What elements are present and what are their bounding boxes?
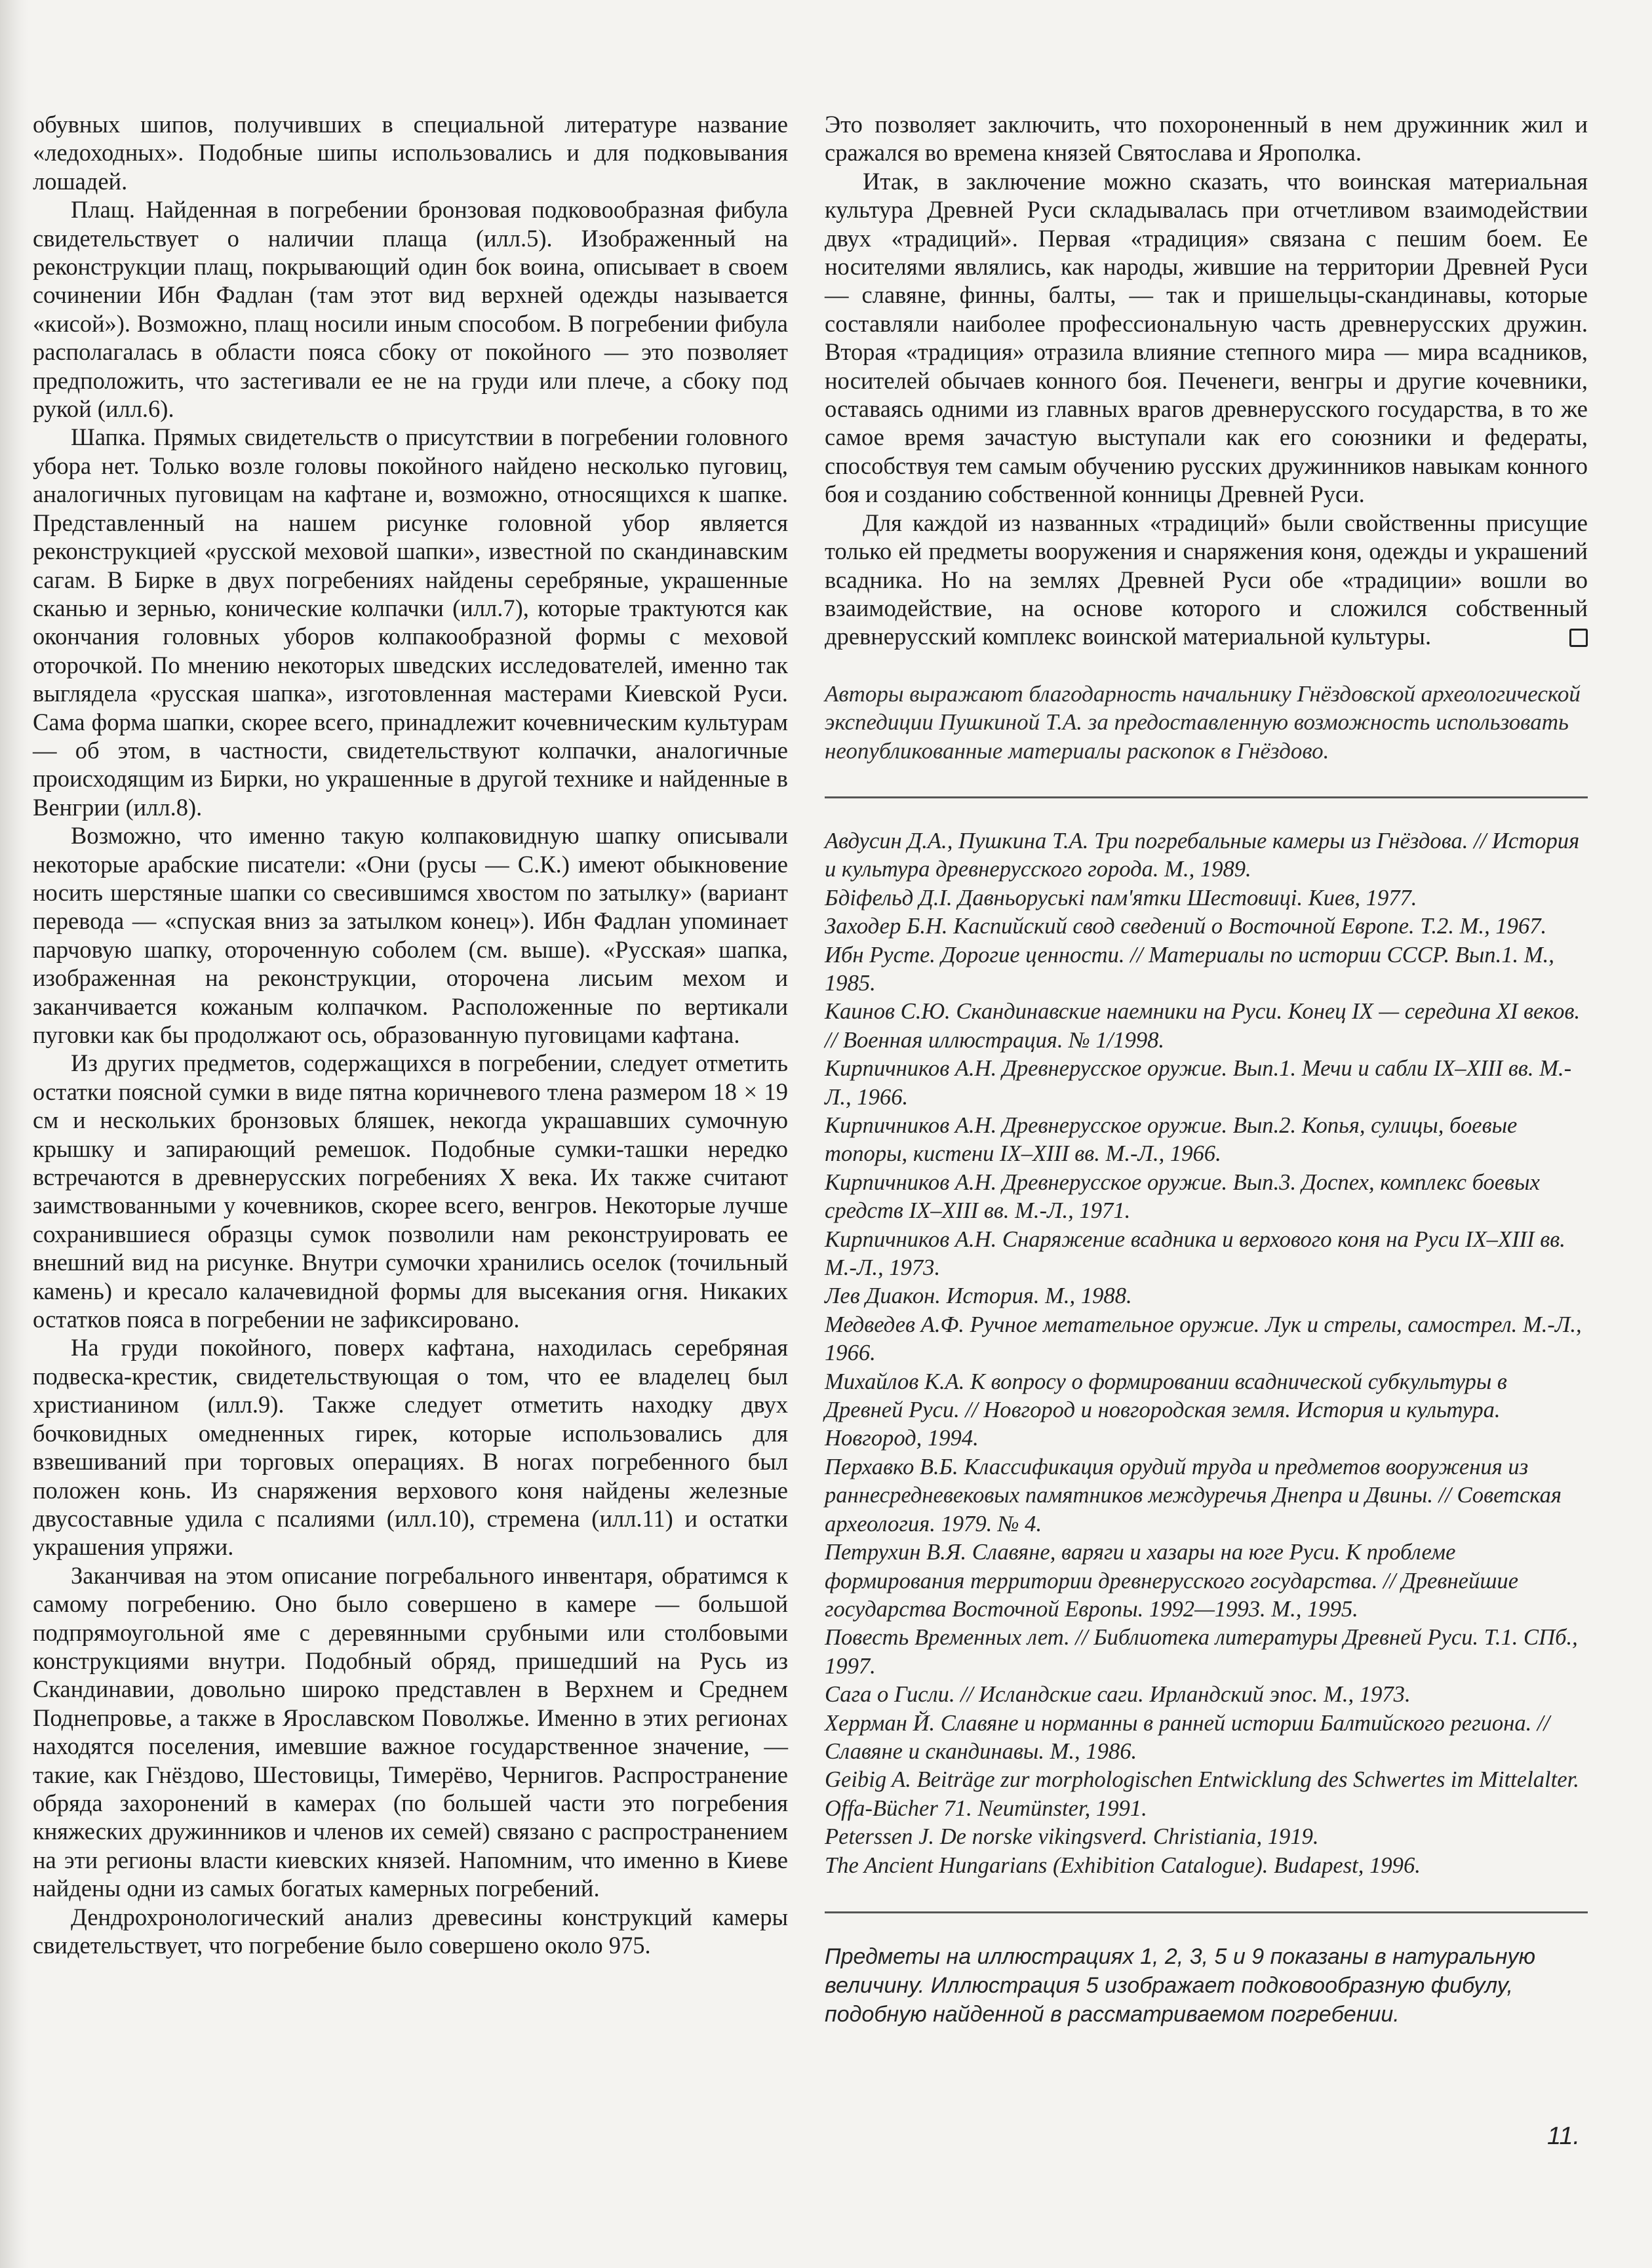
- reference-item: Петрухин В.Я. Славяне, варяги и хазары на юге Руси. К проблеме формирования территории древнерусского государства. // Древнейшие государства Восточной Европы. 1992—1993. М., 1995.: [825, 1540, 1519, 1622]
- reference-item: Geibig A. Beiträge zur morphologischen Entwicklung des Schwertes im Mittelalter. Offa-Bücher 71. Neumünster, 1991.: [825, 1767, 1579, 1821]
- binding-gutter: [0, 0, 29, 2268]
- reference-item: Ибн Русте. Дорогие ценности. // Материалы по истории СССР. Вып.1. М., 1985.: [825, 942, 1554, 996]
- paragraph: Итак, в заключение можно сказать, что воинская материальная культура Древней Руси складывалась при отчетливом взаимодействии двух «традиций». Первая «традиция» связана с пешим боем. Ее носителями являлись, как народы, жившие на территории Древней Руси — славяне, финны, балты, — так и пришельцы-скандинавы, которые составляли наиболее профессиональную часть древнерусских дружин. Вторая «традиция» отразила влияние степного мира — мира всадников, носителей обычаев конного боя. Печенеги, венгры и другие кочевники, оставаясь одними из главных врагов древнерусского государства, в то же самое время зачастую выступали как его союзники и федераты, способствуя тем самым обучению русских дружинников навыкам конного боя и созданию собственной конницы Древней Руси.: [825, 167, 1588, 508]
- paragraph: Из других предметов, содержащихся в погребении, следует отметить остатки поясной сумки в виде пятна коричневого тлена размером 18 × 19 см и нескольких бронзовых бляшек, некогда украшавших сумочную крышку и запирающий ремешок. Подобные сумки-ташки нередко встречаются в древнерусских погребениях X века. Их также считают заимствованными у кочевников, скорее всего, венгров. Некоторые лучше сохранившиеся образцы сумок позволили нам реконструировать ее внешний вид на рисунке. Внутри сумочки хранились оселок (точильный камень) и кресало калачевидной формы для высекания огня. Никаких остатков пояса в погребении не зафиксировано.: [33, 1049, 788, 1333]
- reference-item: Повесть Временных лет. // Библиотека литературы Древней Руси. Т.1. СПб., 1997.: [825, 1625, 1578, 1679]
- reference-item: Перхавко В.Б. Классификация орудий труда и предметов вооружения из раннесредневековых памятников междуречья Днепра и Двины. // Советская археология. 1979. № 4.: [825, 1454, 1562, 1536]
- left-column: [33, 110, 788, 1959]
- page-number: 11.: [1547, 2122, 1581, 2150]
- reference-item: Заходер Б.Н. Каспийский свод сведений о Восточной Европе. Т.2. М., 1967.: [825, 914, 1547, 939]
- end-of-article-icon: [1569, 629, 1588, 647]
- reference-item: Кирпичников А.Н. Древнерусское оружие. Вып.3. Доспех, комплекс боевых средств IX–XIII вв. М.-Л., 1971.: [825, 1169, 1540, 1224]
- paragraph: На груди покойного, поверх кафтана, находилась серебряная подвеска-крестик, свидетельствующая о том, что ее владелец был христианином (илл.9). Также следует отметить находку двух бочковидных омедненных гирек, которые использовались для взвешиваний при торговых операциях. В ногах погребенного был положен конь. Из снаряжения верхового коня найдены железные двусоставные удила с псалиями (илл.10), стремена (илл.11) и остатки украшения упряжи.: [33, 1334, 788, 1561]
- reference-item: Лев Диакон. История. М., 1988.: [825, 1283, 1132, 1309]
- reference-item: Кирпичников А.Н. Древнерусское оружие. Вып.2. Копья, сулицы, боевые топоры, кистени IX–XIII вв. М.-Л., 1966.: [825, 1113, 1518, 1167]
- right-column: [825, 110, 1588, 2029]
- reference-item: Авдусин Д.А., Пушкина Т.А. Три погребальные камеры из Гнёздова. // История и культура древнерусского города. М., 1989.: [825, 828, 1580, 882]
- paragraph: Возможно, что именно такую колпаковидную шапку описывали некоторые арабские писатели: «Они (русы — С.К.) имеют обыкновение носить шерстяные шапки со свесившимся хвостом по затылку» (вариант перевода — «спуская вниз за затылком конец»). Ибн Фадлан упоминает парчовую шапку, отороченную соболем (см. выше). «Русская» шапка, изображенная на реконструкции, оторочена лисьим мехом и заканчивается кожаным колпачком. Расположенные по вертикали пуговки как бы продолжают ось, образованную пуговицами кафтана.: [33, 822, 788, 1048]
- reference-item: Медведев А.Ф. Ручное метательное оружие. Лук и стрелы, самострел. М.-Л., 1966.: [825, 1312, 1582, 1366]
- paragraph-text: Для каждой из названных «традиций» были свойственны присущие только ей предметы вооружения и снаряжения коня, одежды и украшений всадника. Но на землях Древней Руси обе «традиции» вошли во взаимодействие, на основе которого и сложился собственный древнерусский комплекс воинской материальной культуры.: [825, 509, 1588, 650]
- reference-item: Херрман Й. Славяне и норманны в ранней истории Балтийского региона. // Славяне и скандинавы. М., 1986.: [825, 1710, 1550, 1764]
- reference-item: Сага о Гисли. // Исландские саги. Ирландский эпос. М., 1973.: [825, 1682, 1411, 1708]
- reference-item: The Ancient Hungarians (Exhibition Catalogue). Budapest, 1996.: [825, 1852, 1421, 1878]
- paragraph: Дендрохронологический анализ древесины конструкций камеры свидетельствует, что погребение было совершено около 975.: [33, 1903, 788, 1959]
- paragraph: [825, 509, 1588, 651]
- reference-item: Каинов С.Ю. Скандинавские наемники на Руси. Конец IX — середина XI веков. // Военная иллюстрация. № 1/1998.: [825, 999, 1581, 1053]
- acknowledgement: Авторы выражают благодарность начальнику Гнёздовской археологической экспедиции Пушкиной Т.А. за предоставленную возможность использовать неопубликованные материалы раскопок в Гнёздово.: [825, 680, 1581, 764]
- reference-item: Бдіфельд Д.І. Давньоруські пам'ятки Шестовиці. Киев, 1977.: [825, 885, 1417, 910]
- reference-item: Peterssen J. De norske vikingsverd. Christiania, 1919.: [825, 1824, 1319, 1850]
- reference-item: Кирпичников А.Н. Снаряжение всадника и верхового коня на Руси IX–XIII вв. М.-Л., 1973.: [825, 1226, 1565, 1281]
- paragraph: Заканчивая на этом описание погребального инвентаря, обратимся к самому погребению. Оно было совершено в камере — большой подпрямоугольной яме с деревянными срубными или столбовыми конструкциями внутри. Подобный обряд, пришедший на Русь из Скандинавии, довольно широко представлен в Верхнем и Среднем Поднепровье, а также в Ярославском Поволжье. Именно в этих регионах находятся поселения, имевшие важное государственное значение, — такие, как Гнёздово, Шестовицы, Тимерёво, Чернигов. Распространение обряда захоронений в камерах (по большей части это погребения княжеских дружинников и членов их семей) связано с распространением на эти регионы власти киевских князей. Напомним, что именно в Киеве найдены одни из самых богатых камерных погребений.: [33, 1561, 788, 1902]
- illustration-note: Предметы на иллюстрациях 1, 2, 3, 5 и 9 показаны в натуральную величину. Иллюстрация 5 изображает подковообразную фибулу, подобную найденной в рассматриваемом погребении.: [825, 1944, 1536, 2027]
- references-list: [825, 827, 1588, 1880]
- reference-item: Михайлов К.А. К вопросу о формировании всаднической субкультуры в Древней Руси. // Новгород и новгородская земля. История и культура. Новгород, 1994.: [825, 1369, 1507, 1451]
- divider: [825, 1911, 1588, 1913]
- paragraph: обувных шипов, получивших в специальной литературе название «ледоходных». Подобные шипы использовались и для подковывания лошадей.: [33, 111, 788, 195]
- divider: [825, 796, 1588, 798]
- paragraph: Плащ. Найденная в погребении бронзовая подковообразная фибула свидетельствует о наличии плаща (илл.5). Изображенный на реконструкции плащ, покрывающий один бок воина, описывает в своем сочинении Ибн Фадлан (там этот вид верхней одежды называется «кисой»). Возможно, плащ носили иным способом. В погребении фибула располагалась в области пояса сбоку от покойного — это позволяет предположить, что застегивали ее не на груди или плече, а сбоку под рукой (илл.6).: [33, 196, 788, 423]
- paragraph: Шапка. Прямых свидетельств о присутствии в погребении головного убора нет. Только возле головы покойного найдено несколько пуговиц, аналогичных пуговицам на кафтане и, возможно, относящихся к шапке. Представленный на нашем рисунке головной убор является реконструкцией «русской меховой шапки», известной по скандинавским сагам. В Бирке в двух погребениях найдены серебряные, украшенные сканью и зернью, конические колпачки (илл.7), которые трактуются как окончания головных уборов колпакообразной формы с меховой оторочкой. По мнению некоторых шведских исследователей, именно так выглядела «русская шапка», изготовленная мастерами Киевской Руси. Сама форма шапки, скорее всего, принадлежит кочевническим культурам — об этом, в частности, свидетельствуют колпачки, аналогичные происходящим из Бирки, но украшенные в другой технике и найденные в Венгрии (илл.8).: [33, 423, 788, 821]
- reference-item: Кирпичников А.Н. Древнерусское оружие. Вып.1. Мечи и сабли IX–XIII вв. М.-Л., 1966.: [825, 1056, 1572, 1110]
- paragraph: Это позволяет заключить, что похороненный в нем дружинник жил и сражался во времена князей Святослава и Ярополка.: [825, 111, 1588, 166]
